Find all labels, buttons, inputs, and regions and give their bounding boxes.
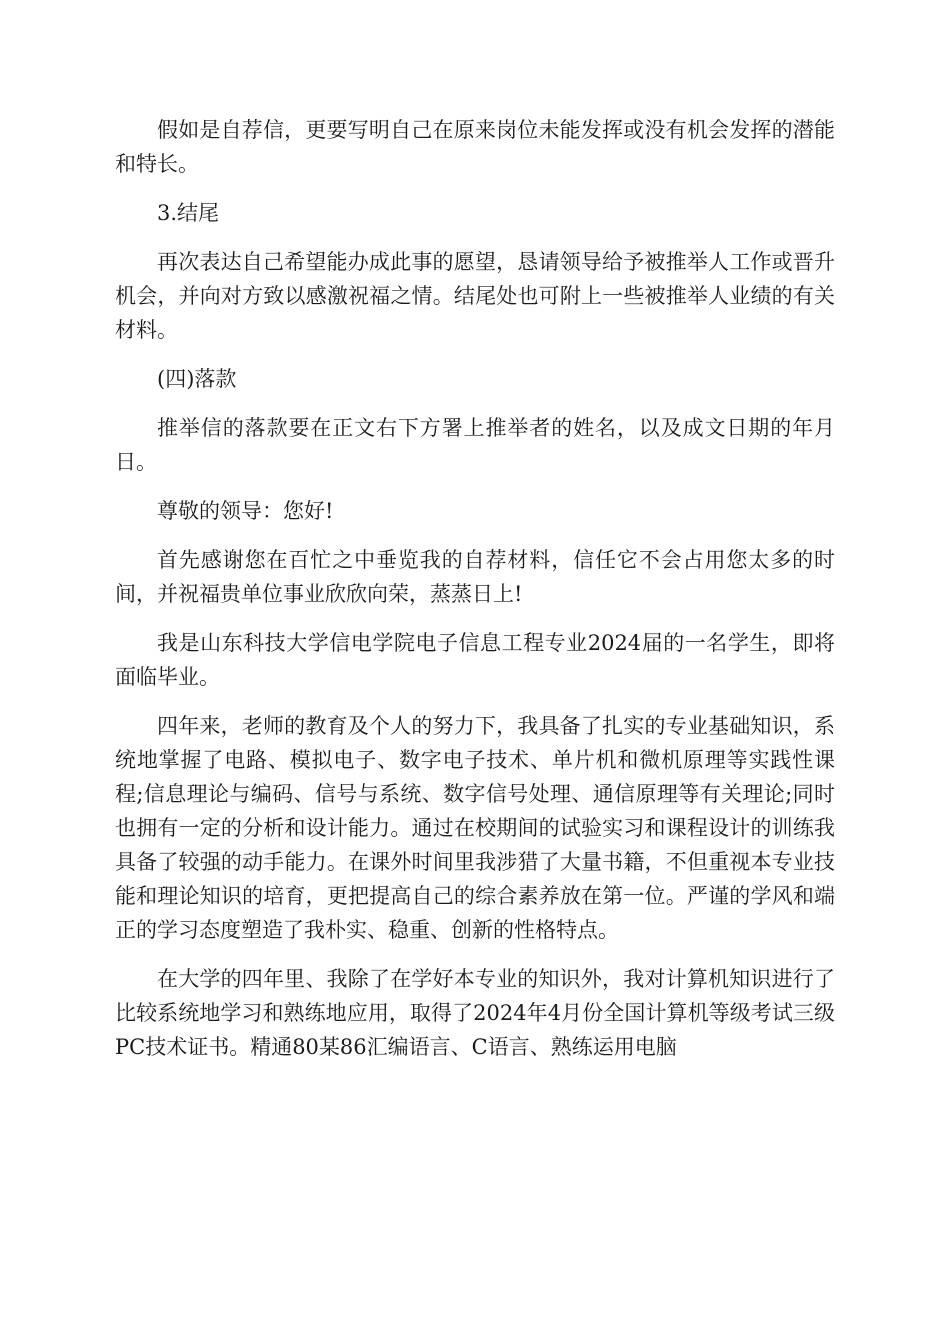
letter-salutation: 尊敬的领导：您好! [157,499,334,523]
paragraph-signature: 推举信的落款要在正文右下方署上推举者的姓名，以及成文日期的年月日。 [115,416,835,474]
paragraph-studies: 四年来，老师的教育及个人的努力下，我具备了扎实的专业基础知识，系统地掌握了电路、模拟电子、数字电子技术、单片机和微机原理等实践性课程;信息理论与编码、信号与系统、数字信号处理、通信原理等有关理论;同时也拥有一定的分析和设计能力。通过在校期间的试验实习和课程设计的训练我具备了较强的动手能力。在课外时间里我涉猎了大量书籍，不但重视本专业技能和理论知识的培育，更把提高自己的综合素养放在第一位。严谨的学风和端正的学习态度塑造了我朴实、稳重、创新的性格特点。 [115,714,835,942]
paragraph-thanks: 首先感谢您在百忙之中垂览我的自荐材料，信任它不会占用您太多的时间，并祝福贵单位事业欣欣向荣，蒸蒸日上! [115,548,835,606]
section-heading-signature: (四)落款 [157,367,237,391]
paragraph-introduction: 我是山东科技大学信电学院电子信息工程专业2024届的一名学生，即将面临毕业。 [115,631,835,689]
document-body [115,113,835,1079]
paragraph-computer-skills: 在大学的四年里、我除了在学好本专业的知识外，我对计算机知识进行了比较系统地学习和熟练地应用，取得了2024年4月份全国计算机等级考试三级PC技术证书。精通80某86汇编语言、C语言、熟练运用电脑 [115,967,835,1059]
paragraph-ending: 再次表达自己希望能办成此事的愿望，恳请领导给予被推举人工作或晋升机会，并向对方致以感激祝福之情。结尾处也可附上一些被推举人业绩的有关材料。 [115,250,835,342]
paragraph-self-recommendation: 假如是自荐信，更要写明自己在原来岗位未能发挥或没有机会发挥的潜能和特长。 [115,118,835,176]
section-heading-ending: 3.结尾 [157,201,220,225]
